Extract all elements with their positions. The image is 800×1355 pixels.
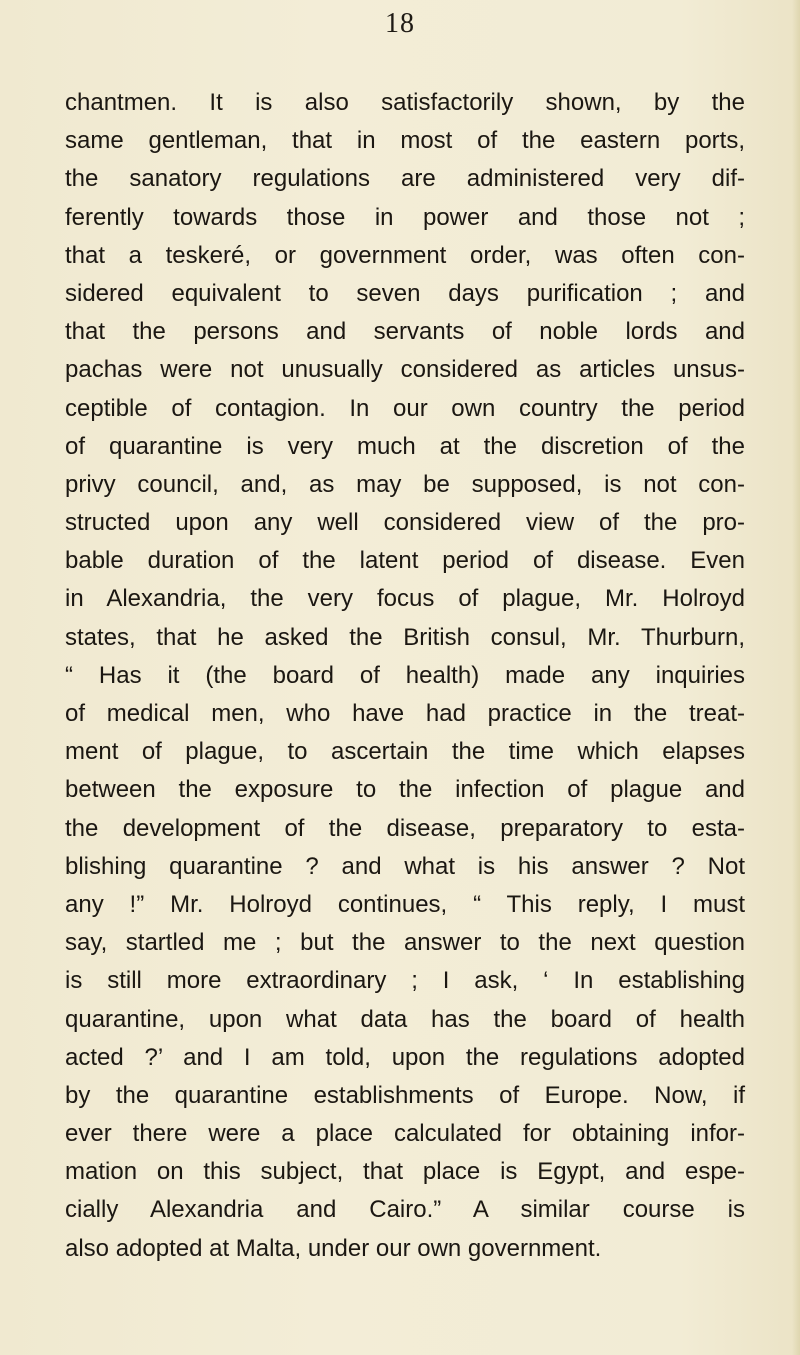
text-line: bable duration of the latent period of disease. Even <box>65 547 745 575</box>
text-line: mation on this subject, that place is Egypt, and espe- <box>65 1158 745 1186</box>
text-line: between the exposure to the infection of plague and <box>65 776 745 804</box>
text-line: cially Alexandria and Cairo.” A similar course is <box>65 1196 745 1224</box>
text-line: structed upon any well considered view of the pro- <box>65 509 745 537</box>
text-line: in Alexandria, the very focus of plague, Mr. Holroyd <box>65 585 745 613</box>
page-number: 18 <box>385 8 415 39</box>
text-line: privy council, and, as may be supposed, is not con- <box>65 470 745 498</box>
text-line: that a teskeré, or government order, was often con- <box>65 241 745 269</box>
text-line: acted ?’ and I am told, upon the regulations adopted <box>65 1043 745 1071</box>
text-line: the development of the disease, preparatory to esta- <box>65 814 745 842</box>
text-line: blishing quarantine ? and what is his answer ? Not <box>65 852 745 880</box>
text-line: of medical men, who have had practice in the treat- <box>65 700 745 727</box>
text-line: sidered equivalent to seven days purification ; and <box>65 279 745 307</box>
text-line: “ Has it (the board of health) made any inquiries <box>65 661 745 689</box>
text-line: chantmen. It is also satisfactorily shown, by the <box>65 89 745 116</box>
text-line: any !” Mr. Holroyd continues, “ This reply, I must <box>65 890 745 918</box>
text-line: by the quarantine establishments of Europe. Now, if <box>65 1081 745 1109</box>
text-line: say, startled me ; but the answer to the next question <box>65 929 745 957</box>
text-line: ever there were a place calculated for obtaining infor- <box>65 1120 745 1148</box>
text-line: same gentleman, that in most of the eastern ports, <box>65 127 745 155</box>
text-line: that the persons and servants of noble lords and <box>65 318 745 346</box>
page-edge-shadow <box>792 0 800 1355</box>
text-line: ment of plague, to ascertain the time which elapses <box>65 738 745 766</box>
text-line: states, that he asked the British consul, Mr. Thurburn, <box>65 623 745 651</box>
text-line: is still more extraordinary ; I ask, ‘ In establishing <box>65 967 745 995</box>
text-line: ferently towards those in power and those not ; <box>65 203 745 231</box>
body-text <box>65 84 745 1268</box>
text-line: ceptible of contagion. In our own country the period <box>65 394 745 422</box>
text-line: of quarantine is very much at the discretion of the <box>65 432 745 460</box>
text-line: the sanatory regulations are administered very dif- <box>65 165 745 193</box>
text-line: also adopted at Malta, under our own government. <box>65 1234 602 1262</box>
text-line: quarantine, upon what data has the board of health <box>65 1005 745 1033</box>
text-line: pachas were not unusually considered as articles unsus- <box>65 356 745 384</box>
